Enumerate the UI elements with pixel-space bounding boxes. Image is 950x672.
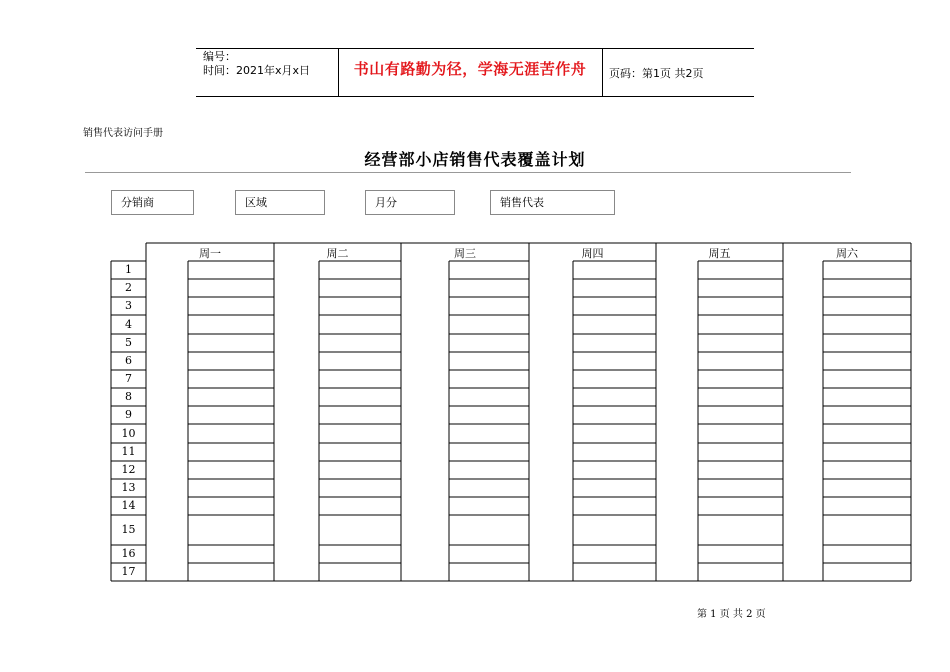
day-header-1: 周一 (199, 247, 221, 260)
row-number-13: 13 (121, 481, 136, 494)
sales-rep-field[interactable]: 销售代表 (490, 190, 615, 215)
number-label: 编号： (203, 50, 236, 63)
motto: 书山有路勤为径，学海无涯苦作舟 (353, 60, 587, 78)
page-footer: 第 1 页 共 2 页 (697, 609, 766, 620)
row-number-9: 9 (125, 408, 132, 421)
row-number-16: 16 (121, 547, 136, 560)
row-number-3: 3 (125, 299, 132, 312)
distributor-field[interactable]: 分销商 (111, 190, 194, 215)
day-header-4: 周四 (581, 247, 604, 260)
row-number-1: 1 (125, 263, 132, 276)
row-number-2: 2 (125, 281, 132, 294)
row-number-10: 10 (121, 426, 136, 440)
row-number-6: 6 (125, 354, 132, 367)
row-number-11: 11 (121, 445, 136, 458)
month-field[interactable]: 月分 (365, 190, 455, 215)
row-number-14: 14 (121, 499, 136, 512)
row-number-17: 17 (121, 565, 136, 578)
row-number-7: 7 (125, 372, 132, 385)
day-header-5: 周五 (708, 247, 731, 260)
row-number-15: 15 (121, 523, 136, 536)
day-header-2: 周二 (326, 247, 349, 260)
row-number-4: 4 (125, 317, 132, 331)
region-field[interactable]: 区域 (235, 190, 325, 215)
page-title: 经营部小店销售代表覆盖计划 (364, 150, 586, 169)
time-label: 时间：2021年x月x日 (203, 64, 311, 77)
day-header-6: 周六 (836, 247, 858, 260)
day-header-3: 周三 (454, 247, 476, 260)
row-number-5: 5 (125, 336, 132, 349)
row-number-12: 12 (121, 463, 136, 476)
manual-title: 销售代表访问手册 (83, 128, 163, 139)
row-number-8: 8 (125, 390, 132, 403)
page-code: 页码：第1页 共2页 (609, 67, 704, 80)
